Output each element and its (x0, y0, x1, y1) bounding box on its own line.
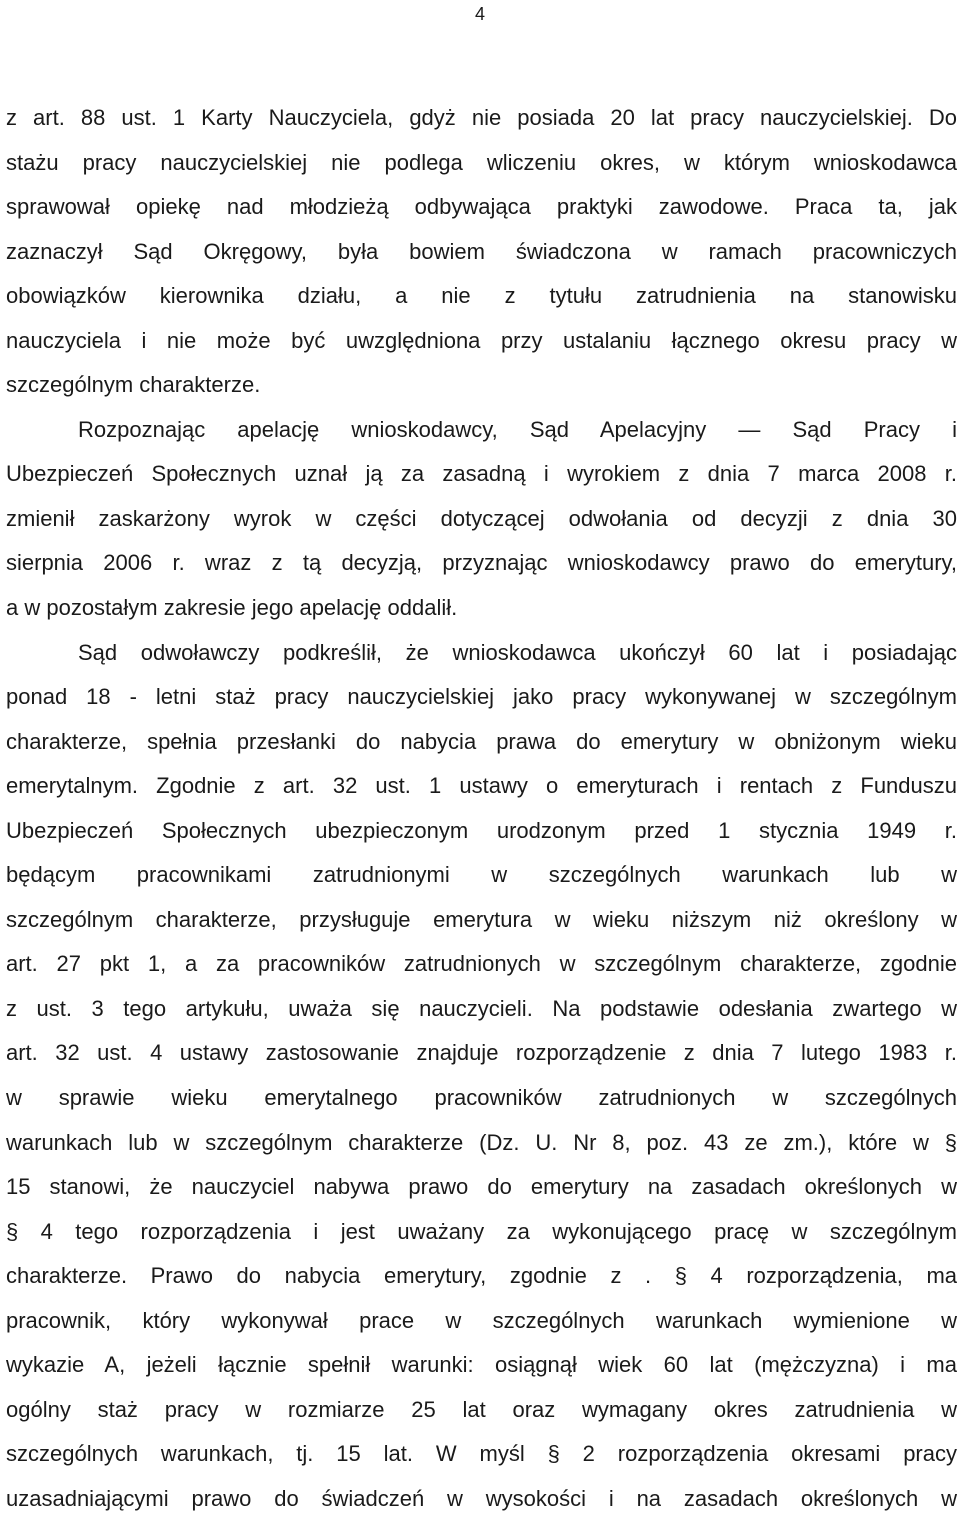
text-line: wykazie A, jeżeli łącznie spełnił warunki: osiągnął wiek 60 lat (mężczyzna) i ma (6, 1352, 957, 1378)
text-line: charakterze. Prawo do nabycia emerytury, zgodnie z . § 4 rozporządzenia, ma (6, 1263, 957, 1289)
text-line: będącym pracownikami zatrudnionymi w szczególnych warunkach lub w (6, 862, 957, 888)
text-line: pracownik, który wykonywał prace w szczególnych warunkach wymienione w (6, 1307, 957, 1333)
text-line: Ubezpieczeń Społecznych ubezpieczonym urodzonym przed 1 stycznia 1949 r. (6, 817, 957, 843)
text-line: charakterze, spełnia przesłanki do nabycia prawa do emerytury w obniżonym wieku (6, 728, 957, 754)
text-line: sprawował opiekę nad młodzieżą odbywająca praktyki zawodowe. Praca ta, jak (6, 194, 957, 220)
text-line: emerytalnym. Zgodnie z art. 32 ust. 1 ustawy o emeryturach i rentach z Funduszu (6, 773, 957, 799)
text-line: 15 stanowi, że nauczyciel nabywa prawo do emerytury na zasadach określonych w (6, 1174, 957, 1200)
text-line: art. 32 ust. 4 ustawy zastosowanie znajduje rozporządzenie z dnia 7 lutego 1983 r. (6, 1040, 957, 1066)
text-line: uzasadniającymi prawo do świadczeń w wysokości i na zasadach określonych w (6, 1485, 957, 1511)
text-line: w sprawie wieku emerytalnego pracowników zatrudnionych w szczególnych (6, 1085, 957, 1111)
text-line: szczególnych warunkach, tj. 15 lat. W myśl § 2 rozporządzenia okresami pracy (6, 1441, 957, 1467)
text-line: a w pozostałym zakresie jego apelację oddalił. (6, 595, 458, 621)
text-line: szczególnym charakterze, przysługuje emerytura w wieku niższym niż określony w (6, 906, 957, 932)
text-line: zmienił zaskarżony wyrok w części dotyczącej odwołania od decyzji z dnia 30 (6, 505, 957, 531)
text-line: ogólny staż pracy w rozmiarze 25 lat oraz wymagany okres zatrudnienia w (6, 1396, 957, 1422)
text-line: Rozpoznając apelację wnioskodawcy, Sąd Apelacyjny — Sąd Pracy i (78, 416, 957, 442)
page-number: 4 (474, 4, 485, 24)
text-line: Sąd odwoławczy podkreślił, że wnioskodawca ukończył 60 lat i posiadając (78, 639, 957, 665)
text-line: art. 27 pkt 1, a za pracowników zatrudnionych w szczególnym charakterze, zgodnie (6, 951, 957, 977)
text-line: § 4 tego rozporządzenia i jest uważany za wykonującego pracę w szczególnym (6, 1218, 957, 1244)
text-line: nauczyciela i nie może być uwzględniona przy ustalaniu łącznego okresu pracy w (6, 327, 957, 353)
text-line: z ust. 3 tego artykułu, uważa się nauczycieli. Na podstawie odesłania zwartego w (6, 995, 957, 1021)
text-line: warunkach lub w szczególnym charakterze (Dz. U. Nr 8, poz. 43 ze zm.), które w § (6, 1129, 957, 1155)
text-line: Ubezpieczeń Społecznych uznał ją za zasadną i wyrokiem z dnia 7 marca 2008 r. (6, 461, 957, 487)
text-line: obowiązków kierownika działu, a nie z tytułu zatrudnienia na stanowisku (6, 283, 957, 309)
text-line: sierpnia 2006 r. wraz z tą decyzją, przyznając wnioskodawcy prawo do emerytury, (6, 550, 957, 576)
text-line: z art. 88 ust. 1 Karty Nauczyciela, gdyż nie posiada 20 lat pracy nauczycielskiej. Do (6, 105, 957, 130)
text-line: ponad 18 - letni staż pracy nauczycielskiej jako pracy wykonywanej w szczególnym (6, 684, 957, 710)
text-line: zaznaczył Sąd Okręgowy, była bowiem świadczona w ramach pracowniczych (6, 238, 957, 264)
text-line: szczególnym charakterze. (6, 372, 261, 398)
text-line: stażu pracy nauczycielskiej nie podlega wliczeniu okres, w którym wnioskodawca (6, 149, 957, 175)
document-body (6, 96, 957, 1522)
